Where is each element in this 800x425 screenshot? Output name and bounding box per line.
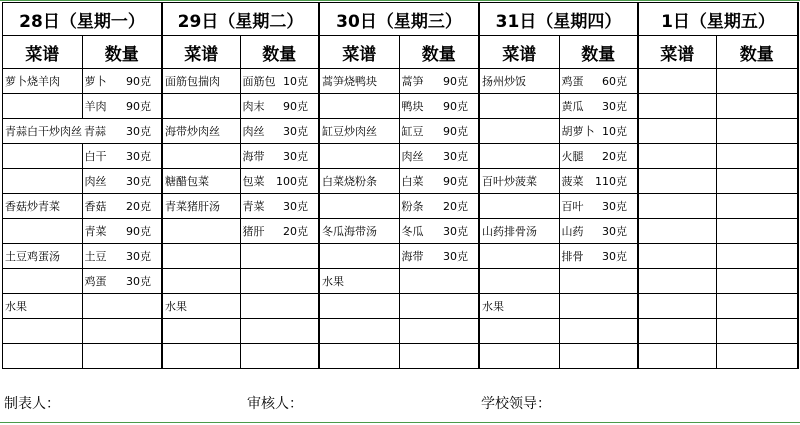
dish-cell: 白菜烧粉条 (319, 169, 399, 194)
quantity-cell (82, 244, 162, 269)
quantity-cell (240, 144, 319, 169)
quantity-cell (716, 169, 798, 194)
dish-cell (638, 119, 716, 144)
ingredient-amount: 90克 (443, 100, 468, 113)
dish-cell (638, 144, 716, 169)
quantity-cell (240, 119, 319, 144)
quantity-cell (82, 69, 162, 94)
dish-cell (3, 144, 83, 169)
ingredient-name: 鸭块 (401, 100, 424, 113)
dish-cell (3, 319, 83, 344)
ingredient-amount: 30克 (126, 125, 151, 138)
dish-cell (638, 169, 716, 194)
quantity-cell (716, 344, 798, 369)
dish-cell: 水果 (162, 294, 240, 319)
dish-cell (479, 269, 559, 294)
dish-cell: 青蒜白干炒肉丝 (3, 119, 83, 144)
table-row (3, 319, 799, 344)
quantity-cell (716, 94, 798, 119)
table-row (3, 344, 799, 369)
table-row (3, 69, 799, 94)
ingredient-name: 黄瓜 (561, 100, 584, 113)
ingredient-amount: 20克 (126, 200, 151, 213)
quantity-column-header: 数量 (716, 36, 798, 69)
ingredient-name: 胡萝卜 (561, 125, 595, 138)
quantity-cell (82, 94, 162, 119)
dish-cell: 冬瓜海带汤 (319, 219, 399, 244)
dish-cell: 糖醋包菜 (162, 169, 240, 194)
quantity-cell (240, 94, 319, 119)
top-border-line (0, 0, 800, 1)
quantity-cell (240, 344, 319, 369)
quantity-cell (559, 119, 638, 144)
menu-body (3, 69, 799, 369)
quantity-cell (240, 269, 319, 294)
quantity-cell (82, 219, 162, 244)
dish-column-header: 菜谱 (162, 36, 240, 69)
ingredient-name: 羊肉 (84, 100, 107, 113)
dish-cell (319, 94, 399, 119)
day-header-row (3, 3, 799, 36)
ingredient-name: 肉丝 (401, 150, 424, 163)
dish-cell (319, 194, 399, 219)
quantity-cell (399, 194, 479, 219)
dish-cell (319, 144, 399, 169)
quantity-cell (559, 69, 638, 94)
ingredient-name: 青蒜 (84, 125, 106, 138)
ingredient-name: 青菜 (242, 200, 265, 213)
dish-cell: 香菇炒青菜 (3, 194, 83, 219)
quantity-cell (399, 69, 479, 94)
table-row (3, 144, 799, 169)
ingredient-amount: 90克 (283, 100, 308, 113)
dish-cell (638, 94, 716, 119)
school-leader-label: 学校领导： (481, 396, 551, 412)
dish-cell (638, 269, 716, 294)
ingredient-amount: 20克 (602, 150, 627, 163)
ingredient-amount: 30克 (443, 150, 468, 163)
dish-cell (3, 94, 83, 119)
quantity-cell (399, 269, 479, 294)
ingredient-name: 白菜 (401, 175, 424, 188)
dish-cell: 水果 (479, 294, 559, 319)
dish-cell: 海带炒肉丝 (162, 119, 240, 144)
ingredient-amount: 30克 (443, 250, 468, 263)
ingredient-amount: 100克 (276, 175, 308, 188)
quantity-cell (716, 219, 798, 244)
dish-cell (3, 344, 83, 369)
quantity-column-header: 数量 (240, 36, 319, 69)
ingredient-name: 百叶 (561, 200, 584, 213)
table-row (3, 244, 799, 269)
quantity-cell (716, 194, 798, 219)
dish-cell (3, 219, 83, 244)
table-row (3, 119, 799, 144)
quantity-cell (399, 344, 479, 369)
dish-cell (638, 244, 716, 269)
ingredient-amount: 30克 (602, 250, 627, 263)
ingredient-amount: 20克 (443, 200, 468, 213)
ingredient-name: 香菇 (84, 200, 107, 213)
ingredient-amount: 110克 (595, 175, 627, 188)
table-row (3, 294, 799, 319)
table-row (3, 219, 799, 244)
dish-column-header: 菜谱 (319, 36, 399, 69)
ingredient-amount: 30克 (443, 225, 468, 238)
quantity-cell (559, 244, 638, 269)
quantity-cell (82, 269, 162, 294)
ingredient-name: 排骨 (561, 250, 584, 263)
quantity-cell (559, 219, 638, 244)
dish-column-header: 菜谱 (3, 36, 83, 69)
dish-cell (638, 294, 716, 319)
quantity-cell (82, 144, 162, 169)
dish-cell: 水果 (3, 294, 83, 319)
quantity-cell (716, 69, 798, 94)
day-header: 30日（星期三） (319, 3, 479, 36)
dish-cell (3, 169, 83, 194)
ingredient-name: 青菜 (84, 225, 107, 238)
dish-column-header: 菜谱 (638, 36, 716, 69)
ingredient-amount: 30克 (283, 150, 308, 163)
ingredient-name: 鸡蛋 (84, 275, 107, 288)
ingredient-amount: 20克 (283, 225, 308, 238)
ingredient-amount: 30克 (602, 225, 627, 238)
preparer-label: 制表人： (4, 396, 60, 412)
dish-cell (319, 319, 399, 344)
quantity-cell (559, 94, 638, 119)
quantity-cell (559, 294, 638, 319)
quantity-cell (82, 344, 162, 369)
quantity-cell (716, 319, 798, 344)
reviewer-label: 审核人： (247, 396, 303, 412)
dish-cell (162, 319, 240, 344)
quantity-cell (559, 144, 638, 169)
ingredient-amount: 90克 (443, 75, 468, 88)
ingredient-name: 山药 (561, 225, 584, 238)
quantity-cell (559, 344, 638, 369)
ingredient-name: 萝卜 (84, 75, 107, 88)
dish-cell: 面筋包揣肉 (162, 69, 240, 94)
dish-cell (638, 69, 716, 94)
quantity-column-header: 数量 (399, 36, 479, 69)
table-row (3, 269, 799, 294)
ingredient-amount: 10克 (602, 125, 627, 138)
quantity-column-header: 数量 (559, 36, 638, 69)
quantity-cell (82, 119, 162, 144)
ingredient-amount: 90克 (443, 125, 468, 138)
dish-cell: 蒿笋烧鸭块 (319, 69, 399, 94)
day-header: 28日（星期一） (3, 3, 163, 36)
ingredient-amount: 10克 (283, 75, 308, 88)
quantity-cell (399, 219, 479, 244)
ingredient-name: 土豆 (84, 250, 107, 263)
ingredient-name: 鸡蛋 (561, 75, 584, 88)
dish-cell (638, 344, 716, 369)
ingredient-name: 肉丝 (84, 175, 107, 188)
ingredient-amount: 30克 (283, 200, 308, 213)
dish-cell (162, 94, 240, 119)
ingredient-name: 白干 (84, 150, 107, 163)
dish-cell (638, 194, 716, 219)
ingredient-name: 蒿笋 (401, 75, 424, 88)
quantity-cell (82, 294, 162, 319)
dish-column-header: 菜谱 (479, 36, 559, 69)
day-header: 29日（星期二） (162, 3, 319, 36)
quantity-cell (240, 294, 319, 319)
dish-cell (3, 269, 83, 294)
dish-cell: 土豆鸡蛋汤 (3, 244, 83, 269)
ingredient-name: 菠菜 (561, 175, 584, 188)
dish-cell (479, 344, 559, 369)
quantity-cell (240, 69, 319, 94)
quantity-cell (240, 219, 319, 244)
quantity-cell (559, 169, 638, 194)
quantity-cell (240, 169, 319, 194)
ingredient-amount: 90克 (126, 100, 151, 113)
ingredient-amount: 30克 (126, 275, 151, 288)
dish-cell (479, 144, 559, 169)
ingredient-name: 缸豆 (401, 125, 424, 138)
ingredient-name: 肉丝 (242, 125, 265, 138)
ingredient-name: 火腿 (561, 150, 584, 163)
ingredient-name: 肉末 (242, 100, 265, 113)
dish-cell (638, 219, 716, 244)
quantity-cell (399, 294, 479, 319)
day-header: 31日（星期四） (479, 3, 638, 36)
bottom-border-line (0, 422, 800, 423)
quantity-cell (240, 194, 319, 219)
ingredient-amount: 30克 (602, 200, 627, 213)
table-row (3, 194, 799, 219)
dish-cell: 青菜猪肝汤 (162, 194, 240, 219)
quantity-cell (82, 169, 162, 194)
column-header-row (3, 36, 799, 69)
ingredient-amount: 30克 (126, 175, 151, 188)
quantity-cell (559, 319, 638, 344)
dish-cell (479, 319, 559, 344)
ingredient-name: 冬瓜 (401, 225, 424, 238)
ingredient-amount: 30克 (126, 150, 151, 163)
quantity-cell (82, 194, 162, 219)
quantity-cell (716, 119, 798, 144)
ingredient-amount: 90克 (443, 175, 468, 188)
quantity-cell (399, 144, 479, 169)
ingredient-name: 海带 (401, 250, 424, 263)
table-row (3, 169, 799, 194)
quantity-cell (240, 319, 319, 344)
dish-cell (319, 344, 399, 369)
quantity-cell (716, 144, 798, 169)
dish-cell (479, 194, 559, 219)
ingredient-name: 面筋包 (242, 75, 276, 88)
dish-cell (319, 294, 399, 319)
quantity-cell (399, 119, 479, 144)
quantity-cell (240, 244, 319, 269)
quantity-cell (399, 319, 479, 344)
dish-cell: 缸豆炒肉丝 (319, 119, 399, 144)
dish-cell (479, 94, 559, 119)
dish-cell (479, 244, 559, 269)
ingredient-amount: 60克 (602, 75, 627, 88)
dish-cell: 萝卜烧羊肉 (3, 69, 83, 94)
dish-cell (162, 244, 240, 269)
quantity-cell (716, 269, 798, 294)
ingredient-name: 包菜 (242, 175, 265, 188)
dish-cell (479, 119, 559, 144)
day-header: 1日（星期五） (638, 3, 798, 36)
dish-cell: 水果 (319, 269, 399, 294)
quantity-cell (559, 194, 638, 219)
dish-cell (638, 319, 716, 344)
quantity-cell (399, 169, 479, 194)
quantity-cell (716, 244, 798, 269)
weekly-menu-table (2, 2, 799, 369)
dish-cell (162, 219, 240, 244)
quantity-cell (399, 94, 479, 119)
quantity-column-header: 数量 (82, 36, 162, 69)
quantity-cell (559, 269, 638, 294)
ingredient-amount: 90克 (126, 225, 151, 238)
quantity-cell (399, 244, 479, 269)
ingredient-name: 粉条 (401, 200, 424, 213)
dish-cell (162, 269, 240, 294)
table-row (3, 94, 799, 119)
quantity-cell (716, 294, 798, 319)
ingredient-name: 猪肝 (242, 225, 265, 238)
dish-cell (319, 244, 399, 269)
dish-cell (162, 344, 240, 369)
dish-cell: 扬州炒饭 (479, 69, 559, 94)
quantity-cell (82, 319, 162, 344)
dish-cell: 山药排骨汤 (479, 219, 559, 244)
ingredient-amount: 30克 (602, 100, 627, 113)
dish-cell (162, 144, 240, 169)
ingredient-name: 海带 (242, 150, 265, 163)
ingredient-amount: 30克 (126, 250, 151, 263)
dish-cell: 百叶炒菠菜 (479, 169, 559, 194)
ingredient-amount: 90克 (126, 75, 151, 88)
ingredient-amount: 30克 (283, 125, 308, 138)
